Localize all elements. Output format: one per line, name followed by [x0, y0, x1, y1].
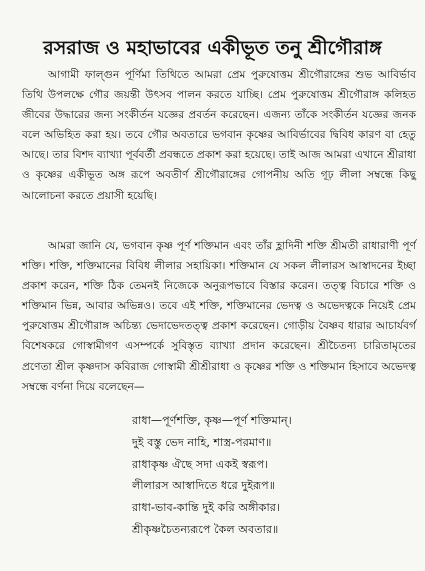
verse-line: লীলারস আস্বাদিতে ধরে দুইরূপ॥ — [132, 479, 276, 493]
paragraph-intro: আগামী ফাল্গুন পূর্ণিমা তিথিতে আমরা প্রেম পুরুষোত্তম শ্রীগৌরাঙ্গের শুভ আবির্ভাব তিথি উপলক্ষে গৌর জয়ন্তী উৎসব পালন করতে যাচ্ছি। প্রেম পুরুষোত্তম শ্রীগৌরাঙ্গ কলিহত জীবের উদ্ধারের জন্য সংকীর্তন যজ্ঞের প্রবর্তন করেছেন। এজন্য তাঁকে সংকীর্তন যজ্ঞের জনক বলে অভিহিত করা হয়। তবে গৌর অবতারে ভগবান কৃষ্ণের আবির্ভাবের দ্বিবিধ কারণ বা হেতু আছে। তার বিশদ ব্যাখ্যা পূর্ববর্তী প্রবন্ধতে প্রকাশ করা হয়েছে। তাই আজ আমরা এখানে শ্রীরাধা ও কৃষ্ণের একীভূত অঙ্গ রূপে অবতীর্ণ শ্রীগৌরাঙ্গের গোপনীয় অতি গূঢ় লীলা সম্বন্ধে কিছু আলোচনা করতে প্রয়াসী হয়েছি। — [22, 69, 416, 202]
verse-line: শ্রীকৃষ্ণচৈতন্যরূপে কৈল অবতার॥ — [132, 522, 279, 536]
article-title: রসরাজ ও মহাভাবের একীভূত তনু শ্রীগৌরাঙ্গ — [43, 37, 382, 59]
verse-line: দুই বস্তু ভেদ নাহি, শাস্ত্র-পরমাণ॥ — [132, 435, 272, 449]
paragraph-shakti: আমরা জানি যে, ভগবান কৃষ্ণ পূর্ণ শক্তিমান এবং তাঁর হ্লাদিনী শক্তি শ্রীমতী রাধারাণী পূর্ণ শক্তি। শক্তি, শক্তিমানের বিবিধ লীলার সহায়িকা। শক্তিমান যে সকল লীলারস আস্বাদনের ইচ্ছা প্রকাশ করেন, শক্তি ঠিক তেমনই নিজেকে অনুরূপভাবে বিস্তার করেন। তত্ত্ব বিচারে শক্তি ও শক্তিমান ভিন্ন, আবার অভিন্নও। তবে এই শক্তি, শক্তিমানের ভেদত্ব ও অভেদত্বকে নিয়েই প্রেম পুরুষোত্তম শ্রীগৌরাঙ্গ অচিন্ত্য ভেদাভেদতত্ত্ব প্রকাশ করেছেন। গোড়ীয় বৈষ্ণব ধারার আচার্যবর্গ বিশেষকরে গোস্বামীগণ এসম্পর্কে সুবিস্তৃত ব্যাখ্যা প্রদান করেছেন। শ্রীচৈতন্য চারিতামৃতের প্রণেতা শ্রীল কৃষ্ণদাস কবিরাজ গোস্বামী শ্রীশ্রীরাধা ও কৃষ্ণের শক্তি ও শক্তিমান হিসাবে অভেদত্ব সম্বন্ধে বর্ণনা দিয়ে বলেছেন— — [22, 240, 416, 393]
verse-line: রাধাকৃষ্ণ ঐছে সদা একই স্বরূপ। — [132, 457, 269, 471]
verse-line: রাধা—পূর্ণশক্তি, কৃষ্ণ—পূর্ণ শক্তিমান্। — [132, 414, 292, 427]
verse-line: রাধা-ভাব-কান্তি দুই করি অঙ্গীকার। — [132, 501, 280, 515]
verse-block — [132, 410, 292, 541]
